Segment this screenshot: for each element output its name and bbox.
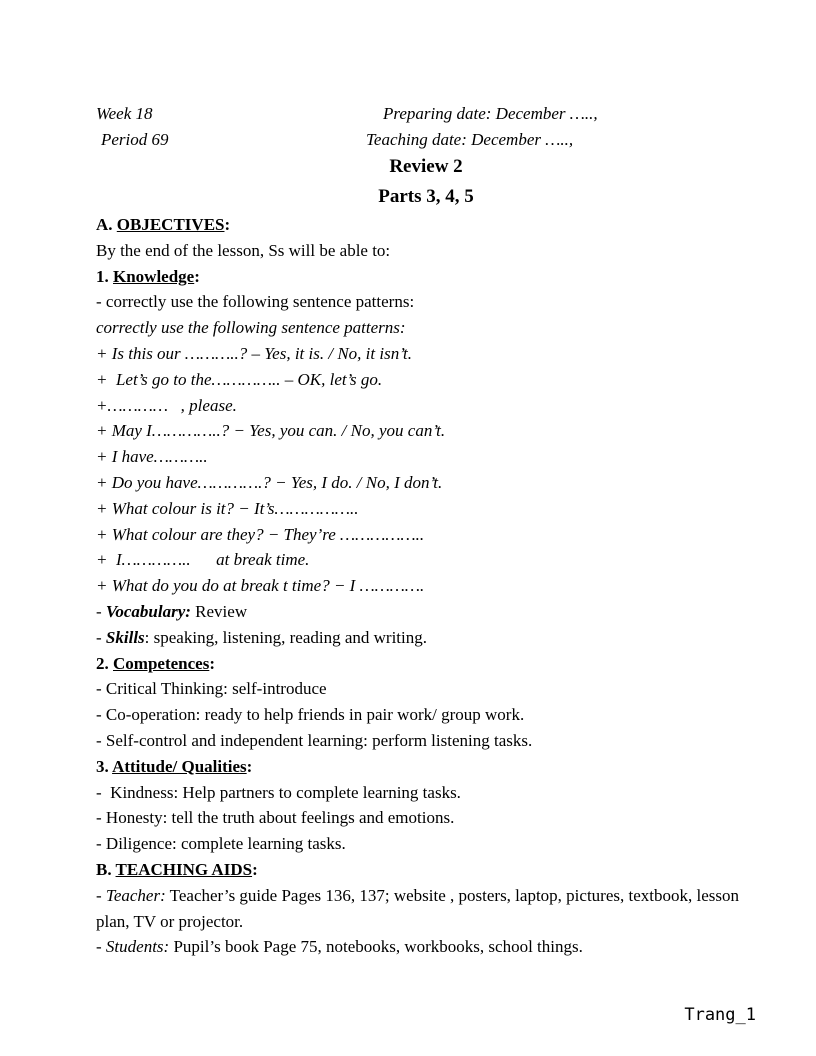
section-b-prefix: B. <box>96 859 116 879</box>
attitude-item: - Diligence: complete learning tasks. <box>96 834 346 854</box>
objectives-intro: By the end of the lesson, Ss will be able to: <box>96 240 391 260</box>
pattern-item: + What colour are they? − They’re …………….. <box>96 524 425 544</box>
students-label: Students: <box>105 937 170 957</box>
teacher-value: Teacher’s guide Pages 136, 137; website , posters, laptop, pictures, textbook, lesson plan, TV or projector. <box>96 885 739 931</box>
pattern-item: + Is this our ………..? – Yes, it is. / No, it isn’t. <box>96 343 412 363</box>
students-aids-line: - Students: Pupil’s book Page 75, notebooks, workbooks, school things. <box>96 937 583 957</box>
knowledge-heading: 1. Knowledge: <box>96 266 200 286</box>
skills-value: : speaking, listening, reading and writing. <box>144 627 428 647</box>
pattern-item: + Let’s go to the………….. – OK, let’s go. <box>96 369 383 389</box>
pattern-item: + What do you do at break t time? − I …………. <box>96 576 425 596</box>
competences-prefix: 2. <box>96 653 113 673</box>
teacher-label: Teacher: <box>105 885 166 905</box>
skills-line: - Skills: speaking, listening, reading and writing. <box>96 627 428 647</box>
section-b-heading: B. TEACHING AIDS: <box>96 859 258 879</box>
competences-heading-text: Competences <box>113 653 210 673</box>
vocabulary-value: Review <box>190 601 248 621</box>
competences-heading: 2. Competences: <box>96 653 215 673</box>
vocabulary-label: Vocabulary: <box>105 601 191 621</box>
teacher-aids-line: - Teacher: Teacher’s guide Pages 136, 137; website , posters, laptop, pictures, textbook, lesson plan, TV or projector. <box>96 885 739 931</box>
competence-item: - Co-operation: ready to help friends in pair work/ group work. <box>96 705 525 725</box>
section-a-heading: A. OBJECTIVES: <box>96 215 231 234</box>
period-label: Period 69 <box>101 130 169 149</box>
knowledge-line-italic: correctly use the following sentence patterns: <box>96 318 406 338</box>
pattern-item: + I have……….. <box>96 447 208 467</box>
lesson-plan-body <box>96 212 776 960</box>
knowledge-prefix: 1. <box>96 266 113 286</box>
week-label: Week 18 <box>96 104 153 123</box>
pattern-item: +………… , please. <box>96 395 237 415</box>
objectives-heading: OBJECTIVES <box>116 215 225 234</box>
teaching-aids-heading: TEACHING AIDS <box>115 859 253 879</box>
competence-item: - Critical Thinking: self-introduce <box>96 679 327 699</box>
skills-label: Skills <box>105 627 145 647</box>
preparing-date: Preparing date: December ….., <box>383 104 598 123</box>
pattern-item: + Do you have………….? − Yes, I do. / No, I don’t. <box>96 472 443 492</box>
competence-item: - Self-control and independent learning: perform listening tasks. <box>96 730 533 750</box>
pattern-item: + What colour is it? − It’s…………….. <box>96 498 359 518</box>
section-a-prefix: A. <box>96 215 117 234</box>
attitude-item: - Kindness: Help partners to complete learning tasks. <box>96 782 461 802</box>
attitude-item: - Honesty: tell the truth about feelings and emotions. <box>96 808 455 828</box>
pattern-item: + May I…………..? − Yes, you can. / No, you can’t. <box>96 421 446 441</box>
attitude-prefix: 3. <box>96 756 113 776</box>
students-value: Pupil’s book Page 75, notebooks, workbooks, school things. <box>169 937 583 957</box>
page-title: Review 2 <box>389 156 463 177</box>
attitude-heading-text: Attitude/ Qualities <box>112 756 247 776</box>
pattern-item: + I………….. at break time. <box>96 550 310 570</box>
attitude-heading: 3. Attitude/ Qualities: <box>96 756 253 776</box>
page-number: Trang_1 <box>684 1005 756 1025</box>
knowledge-heading-text: Knowledge <box>113 266 195 286</box>
knowledge-line: - correctly use the following sentence patterns: <box>96 292 415 312</box>
vocabulary-line: - Vocabulary: Review <box>96 601 248 621</box>
page-subtitle: Parts 3, 4, 5 <box>378 186 474 207</box>
teaching-date: Teaching date: December ….., <box>366 130 574 149</box>
